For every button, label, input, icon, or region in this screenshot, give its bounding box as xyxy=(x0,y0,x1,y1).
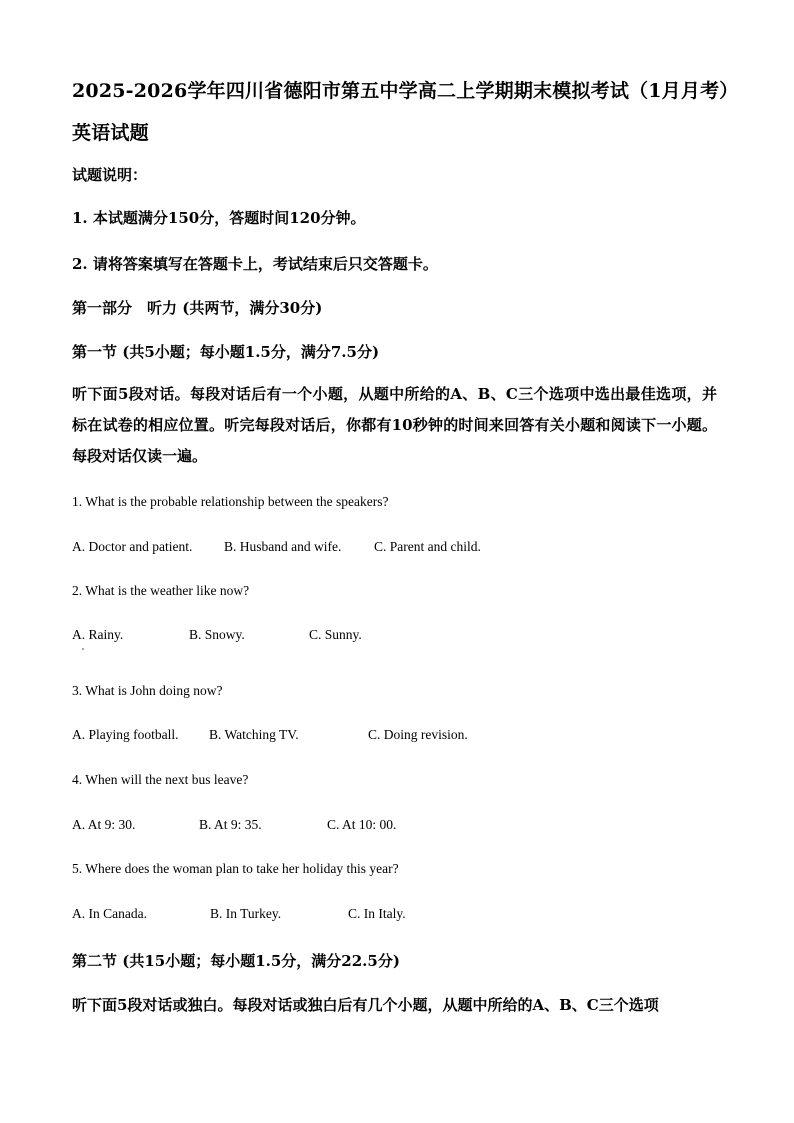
section1-directions: 听下面5段对话。每段对话后有一个小题，从题中所给的A、B、C三个选项中选出最佳选项，并标在试卷的相应位置。听完每段对话后，你都有10秒钟的时间来回答有关小题和阅读下一小题。每段对话仅读一遍。 xyxy=(72,385,717,465)
section2-directions: 听下面5段对话或独白。每段对话或独白后有几个小题，从题中所给的A、B、C三个选项 xyxy=(72,996,659,1014)
q2-option-b: B. Snowy. xyxy=(189,627,245,642)
question-3: 3. What is John doing now? xyxy=(72,683,223,698)
q4-option-c: C. At 10: 00. xyxy=(327,817,397,832)
instruction-item-2: 2. 请将答案填写在答题卡上，考试结束后只交答题卡。 xyxy=(72,255,438,273)
section1-heading: 第一节 (共5小题；每小题1.5分，满分7.5分) xyxy=(72,343,380,361)
q5-option-c: C. In Italy. xyxy=(348,906,406,921)
question-2: 2. What is the weather like now? xyxy=(72,583,250,598)
question-5: 5. Where does the woman plan to take her holiday this year? xyxy=(72,861,399,876)
q3-option-c: C. Doing revision. xyxy=(368,727,468,742)
question-1: 1. What is the probable relationship between the speakers? xyxy=(72,494,389,509)
q1-option-c: C. Parent and child. xyxy=(374,539,481,554)
instruction-item-1: 1. 本试题满分150分，答题时间120分钟。 xyxy=(72,209,366,227)
q2-option-a: A. Rainy. xyxy=(72,627,124,642)
question-4: 4. When will the next bus leave? xyxy=(72,772,249,787)
q5-option-b: B. In Turkey. xyxy=(210,906,282,921)
q3-option-a: A. Playing football. xyxy=(72,727,179,742)
q4-option-a: A. At 9: 30. xyxy=(72,817,136,832)
q1-option-a: A. Doctor and patient. xyxy=(72,539,193,554)
q4-option-b: B. At 9: 35. xyxy=(199,817,262,832)
q1-option-b: B. Husband and wife. xyxy=(224,539,342,554)
q2-option-c: C. Sunny. xyxy=(309,627,362,642)
exam-title: 2025-2026学年四川省德阳市第五中学高二上学期期末模拟考试（1月月考）英语试题 xyxy=(72,80,729,144)
q3-option-b: B. Watching TV. xyxy=(209,727,299,742)
instructions-heading: 试题说明： xyxy=(72,166,148,184)
stray-dot xyxy=(82,648,84,650)
q5-option-a: A. In Canada. xyxy=(72,906,147,921)
section2-heading: 第二节 (共15小题；每小题1.5分，满分22.5分) xyxy=(72,952,400,970)
part1-heading: 第一部分 听力 (共两节，满分30分) xyxy=(72,299,323,317)
